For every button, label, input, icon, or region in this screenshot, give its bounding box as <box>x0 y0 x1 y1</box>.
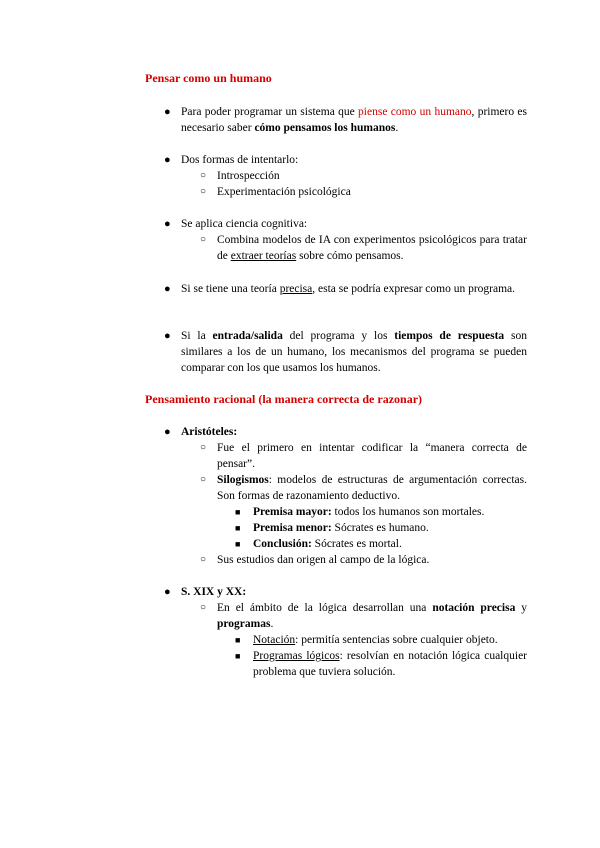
list-item-primero-codificar: Fue el primero en intentar codificar la “manera correcta de pensar”. <box>217 442 527 470</box>
paragraph-dos-formas: Dos formas de intentarlo: <box>181 154 299 166</box>
list-heading-aristoteles <box>181 424 527 440</box>
bullet-level2: ○ <box>200 234 207 245</box>
text: Combina modelos de IA con experimentos psicológicos para tratar de <box>217 234 527 262</box>
list-item-notacion <box>253 632 527 648</box>
bold-text: cómo pensamos los humanos <box>254 122 396 134</box>
underlined-text: Programas lógicos <box>253 650 340 662</box>
bold-text: Aristóteles: <box>181 426 238 438</box>
bullet-level2: ○ <box>200 474 207 485</box>
text: todos los humanos son mortales. <box>331 506 485 518</box>
text: , primero es necesario saber <box>181 106 528 134</box>
text: . <box>270 618 274 630</box>
list-item-premisa-menor <box>253 520 527 536</box>
text: Si se tiene una teoría <box>181 283 280 295</box>
paragraph-ciencia-cognitiva: Se aplica ciencia cognitiva: <box>181 218 308 230</box>
bullet-level2: ○ <box>200 602 207 613</box>
bullet-level3: ■ <box>235 523 241 533</box>
text: : permitía sentencias sobre cualquier objeto. <box>295 634 498 646</box>
list-item-silogismos <box>217 472 527 504</box>
text: y <box>515 602 527 614</box>
list-item-experimentacion: Experimentación psicológica <box>217 186 351 198</box>
text: : resolvían en notación lógica cualquier problema que tuviera solución. <box>253 650 528 678</box>
list-item-combina-modelos <box>217 232 527 264</box>
bold-text: Premisa menor: <box>253 522 332 534</box>
bullet-level2: ○ <box>200 186 207 197</box>
section-heading-pensamiento-racional: Pensamiento racional (la manera correcta de razonar) <box>145 392 423 406</box>
list-item-notacion-precisa <box>217 600 527 632</box>
bold-text: programas <box>217 618 271 630</box>
text: . <box>395 122 399 134</box>
bullet-level2: ○ <box>200 442 207 453</box>
text: son similares a los de un humano, los mecanismos del programa se pueden comparar con los que usamos los humanos. <box>181 330 527 374</box>
list-item-programas-logicos <box>253 648 527 680</box>
text: , esta se podría expresar como un programa. <box>312 283 516 295</box>
bullet-level1: ● <box>164 283 171 295</box>
text: Para poder programar un sistema que <box>181 106 359 118</box>
list-item-conclusion <box>253 536 527 552</box>
bold-text: tiempos de respuesta <box>394 330 505 342</box>
paragraph-entrada-salida <box>181 328 527 376</box>
bold-text: Premisa mayor: <box>253 506 332 518</box>
bullet-level3: ■ <box>235 635 241 645</box>
bold-text: notación precisa <box>432 602 516 614</box>
underlined-text: Notación <box>253 634 296 646</box>
text: sobre cómo pensamos. <box>296 250 404 262</box>
bullet-level3: ■ <box>235 651 241 661</box>
bold-text: Conclusión: <box>253 538 312 550</box>
bullet-level1: ● <box>164 330 171 342</box>
bullet-level1: ● <box>164 426 171 438</box>
bullet-level2: ○ <box>200 170 207 181</box>
text: En el ámbito de la lógica desarrollan una <box>217 602 433 614</box>
text: del programa y los <box>282 330 395 342</box>
text: Si la <box>181 330 213 342</box>
underlined-text: extraer teorías <box>230 250 297 262</box>
list-item-premisa-mayor <box>253 504 527 520</box>
section-heading-pensar-como-humano: Pensar como un humano <box>145 71 272 85</box>
bullet-level2: ○ <box>200 554 207 565</box>
list-heading-siglos <box>181 584 527 600</box>
bullet-level3: ■ <box>235 507 241 517</box>
text: : modelos de estructuras de argumentación correctas. Son formas de razonamiento deductivo. <box>217 474 527 502</box>
bold-text: S. XIX y XX: <box>181 586 247 598</box>
paragraph-piense-como-humano <box>181 104 527 136</box>
highlight-text: piense como un humano <box>358 106 472 118</box>
text: Sócrates es humano. <box>331 522 429 534</box>
list-item-origen-logica: Sus estudios dan origen al campo de la lógica. <box>217 554 430 566</box>
bullet-level1: ● <box>164 154 171 166</box>
paragraph-teoria-precisa <box>181 281 527 297</box>
list-item-introspeccion: Introspección <box>217 170 280 182</box>
bold-text: entrada/salida <box>212 330 283 342</box>
bullet-level1: ● <box>164 218 171 230</box>
underlined-text: precisa <box>279 283 313 295</box>
bold-text: Silogismos <box>217 474 269 486</box>
bullet-level1: ● <box>164 106 171 118</box>
text: Sócrates es mortal. <box>311 538 402 550</box>
bullet-level1: ● <box>164 586 171 598</box>
bullet-level3: ■ <box>235 539 241 549</box>
